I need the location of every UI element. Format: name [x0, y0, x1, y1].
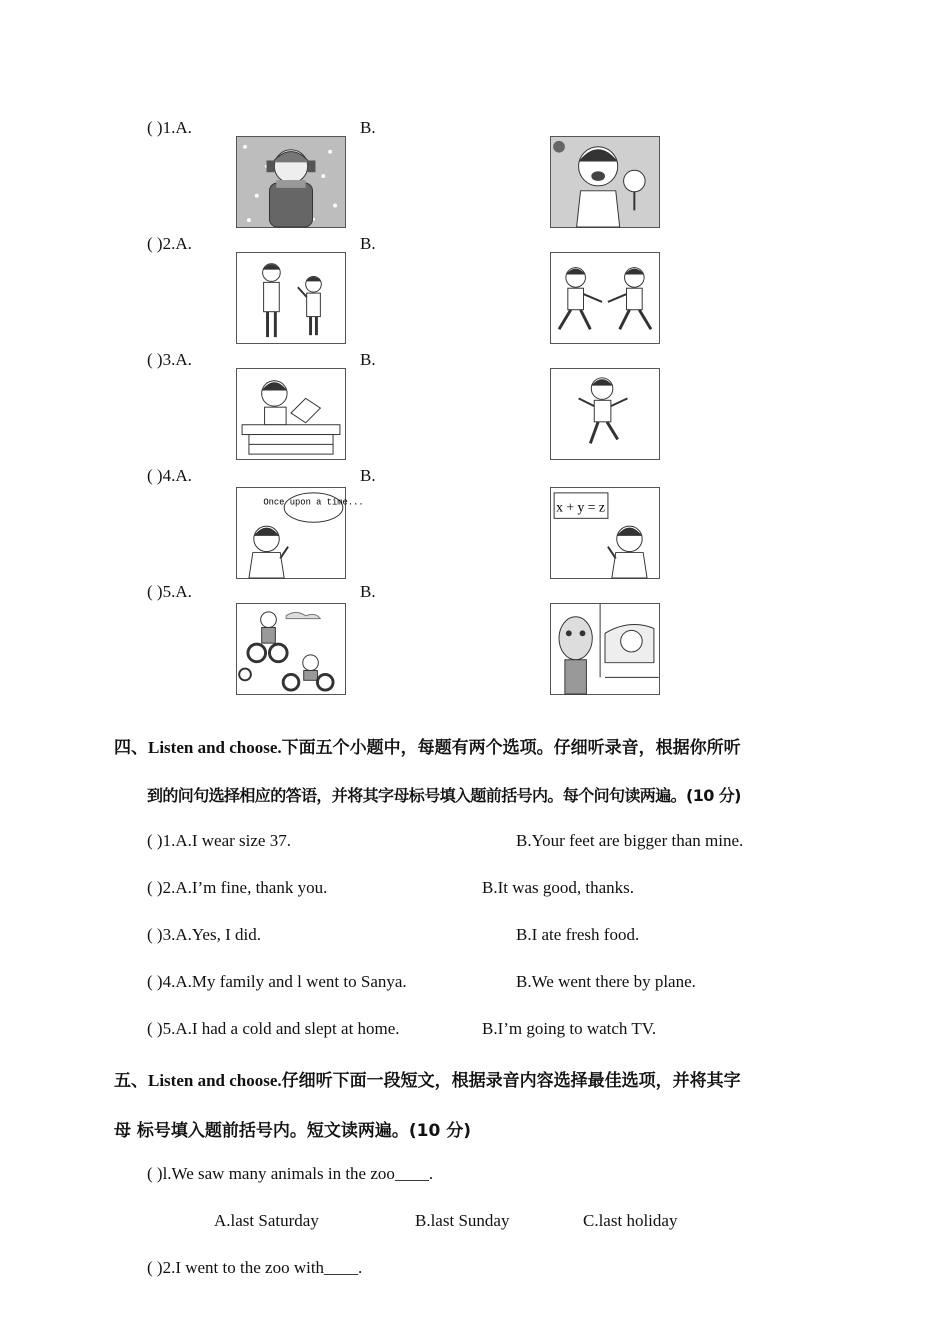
question-option-a: ( )5.A.I had a cold and slept at home.: [147, 1019, 400, 1038]
option-b-label: B.: [360, 234, 376, 253]
question-option-b: B.It was good, thanks.: [482, 878, 635, 897]
speech-bubble-text: Once upon a time...: [263, 497, 364, 508]
option-a: A.last Saturday: [214, 1211, 319, 1230]
question-1: ( )l.We saw many animals in the zoo____.: [147, 1164, 434, 1183]
section-instructions: 下面五个小题中，每题有两个选项。仔细听录音，根据你所听: [281, 738, 741, 758]
question-option-a: ( )3.A.Yes, I did.: [147, 925, 261, 944]
two-boys-comparing-height-icon: [236, 252, 346, 344]
section-title-en: Listen and choose.: [148, 738, 282, 757]
two-boys-stretching-icon: [550, 252, 660, 344]
question-number: ( )1.A.: [147, 118, 192, 137]
question-number: ( )5.A.: [147, 582, 192, 601]
section5-instructions-line2: 母 标号填入题前括号内。短文读两遍。(10 分): [114, 1121, 472, 1141]
question-2: ( )2.I went to the zoo with____.: [147, 1258, 363, 1277]
boy-telling-story-icon: [236, 487, 364, 579]
section4-instructions-line2: 到的问句选择相应的答语，并将其字母标号填入题前括号内。每个问句读两遍。(10 分): [147, 786, 741, 805]
boy-reading-at-desk-icon: [236, 368, 346, 460]
boy-math-icon: [550, 487, 660, 579]
option-c: C.last holiday: [583, 1211, 678, 1230]
question-number: ( )3.A.: [147, 350, 192, 369]
section-title-en: Listen and choose.: [148, 1071, 282, 1090]
option-b: B.last Sunday: [415, 1211, 510, 1230]
girl-in-winter-icon: [236, 136, 346, 228]
sick-in-bed-icon: [550, 603, 660, 695]
boy-hot-fan-icon: [550, 136, 660, 228]
question-option-a: ( )4.A.My family and l went to Sanya.: [147, 972, 407, 991]
question-option-a: ( )2.A.I’m fine, thank you.: [147, 878, 328, 897]
question-number: ( )2.A.: [147, 234, 192, 253]
question-option-b: B.Your feet are bigger than mine.: [516, 831, 744, 850]
section-number: 五、: [114, 1071, 148, 1091]
question-option-b: B.I’m going to watch TV.: [482, 1019, 657, 1038]
section-number: 四、: [114, 738, 148, 758]
option-b-label: B.: [360, 350, 376, 369]
option-b-label: B.: [360, 582, 376, 601]
section5-title: [114, 1066, 741, 1091]
option-b-label: B.: [360, 118, 376, 137]
question-number: ( )4.A.: [147, 466, 192, 485]
riding-bikes-icon: [236, 603, 346, 695]
section-instructions: 仔细听下面一段短文，根据录音内容选择最佳选项，并将其字: [281, 1071, 741, 1091]
option-b-label: B.: [360, 466, 376, 485]
question-option-a: ( )1.A.I wear size 37.: [147, 831, 291, 850]
question-option-b: B.I ate fresh food.: [516, 925, 640, 944]
boy-running-icon: [550, 368, 660, 460]
section4-title: [114, 733, 741, 758]
question-option-b: B.We went there by plane.: [516, 972, 696, 991]
speech-bubble-text: x + y = z: [556, 499, 605, 515]
